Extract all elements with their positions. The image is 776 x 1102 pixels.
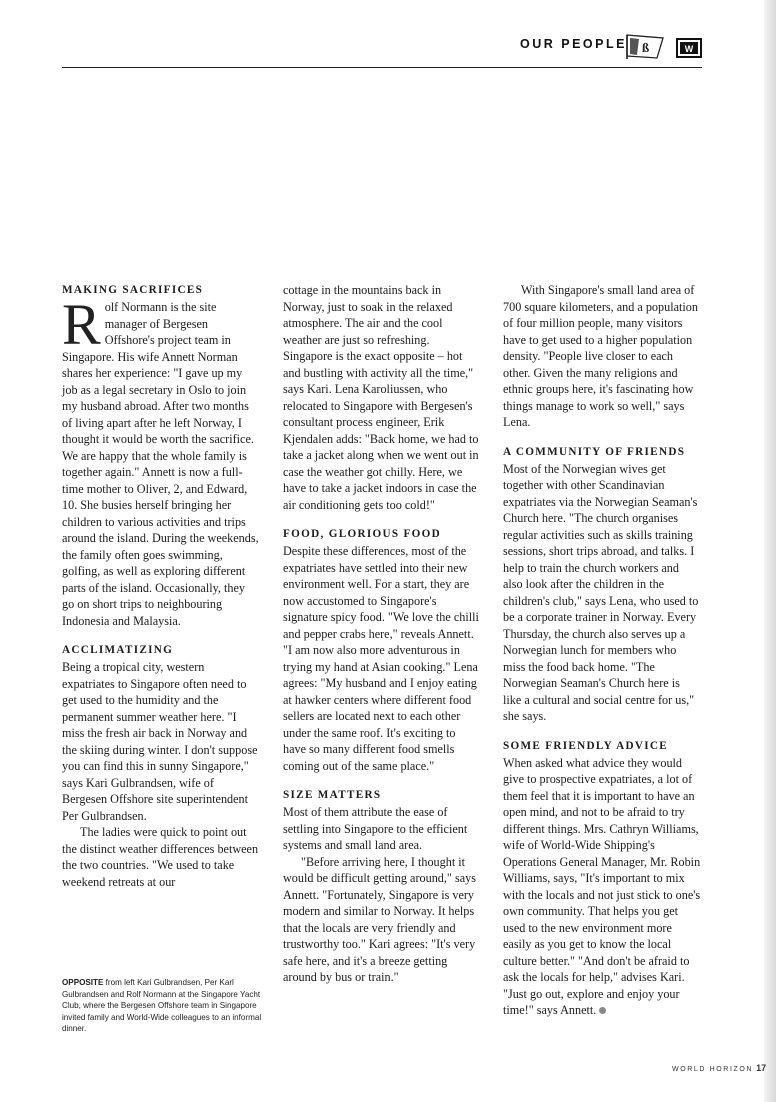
heading-acclimatizing: ACCLIMATIZING bbox=[62, 644, 174, 656]
caption-text: from left Kari Gulbrandsen, Per Karl Gulbrandsen and Rolf Normann at the Singapore Yacht Club, where the Bergesen Offshore team in Singapore invited family and World-Wide colleagues to an informal dinner. bbox=[62, 978, 262, 1033]
photo-caption bbox=[62, 977, 262, 1035]
box-logo-icon bbox=[676, 38, 702, 58]
paragraph-size-1: Most of them attribute the ease of settling into Singapore to the efficient systems and small land area. bbox=[283, 805, 468, 852]
paragraph-size-2: "Before arriving here, I thought it would be difficult getting around," says Annett. "Fortunately, Singapore is very modern and similar to Norway. It helps that the locals are very friendly and trustworthy too." Kari agrees: "It's very safe here, and it's a breeze getting around by bus or train." bbox=[283, 854, 476, 984]
section-label: OUR PEOPLE bbox=[520, 37, 627, 51]
box-logo-glyph: W bbox=[684, 44, 694, 54]
heading-size-matters: SIZE MATTERS bbox=[283, 789, 382, 801]
page-edge-shadow bbox=[764, 0, 776, 1102]
column-2 bbox=[283, 282, 481, 986]
paragraph-cottage: cottage in the mountains back in Norway, just to soak in the relaxed atmosphere. The air and the cool weather are just so refreshing. Singapore is the exact opposite – hot and bustling with activity all the time," says Kari. Lena Karoliussen, who relocated to Singapore with Bergesen's consultant process engineer, Erik Kjendalen adds: "Back home, we had to take a jacket along when we went out in case the weather got chilly. Here, we have to take a jacket indoors in case the air conditioning gets too cold!" bbox=[283, 283, 479, 512]
caption-lead: OPPOSITE bbox=[62, 978, 104, 987]
flag-logo-glyph: ß bbox=[642, 40, 650, 55]
heading-friendly-advice: SOME FRIENDLY ADVICE bbox=[503, 739, 669, 752]
paragraph-advice bbox=[503, 755, 701, 1019]
heading-food-glorious-food: FOOD, GLORIOUS FOOD bbox=[283, 528, 442, 540]
page-number: 17 bbox=[756, 1063, 767, 1073]
paragraph-land-area: With Singapore's small land area of 700 square kilometers, and a population of four million people, many visitors have to get used to a higher population density. "People live closer to each other. Given the many religions and ethnic groups here, it's fascinating how things manage to work so well," says Lena. bbox=[503, 283, 698, 429]
header-rule bbox=[62, 67, 702, 68]
paragraph-acclimatizing-2: The ladies were quick to point out the distinct weather differences between the two countries. "We used to take weekend retreats at our bbox=[62, 825, 259, 889]
column-3 bbox=[503, 282, 701, 1019]
paragraph-making-sacrifices bbox=[62, 292, 260, 629]
publication-name: WORLD HORIZON bbox=[672, 1066, 754, 1073]
paragraph-making-sacrifices-text: olf Normann is the site manager of Bergesen Offshore's project team in Singapore. His wife Annett Norman shares her experience: "I gave up my job as a legal secretary in Oslo to join my husband abroad. After two months of living apart after he left Norway, I thought it would be worth the sacrifice. We are happy that the whole family is together again." Annett is now a full-time mother to Oliver, 2, and Edward, 10. She busies herself bringing her children to various activities and trips around the island. During the weekends, the family often goes swimming, golfing, as well as exploring different parts of the island. Occasionally, they go on short trips to neighbouring Indonesia and Malaysia. bbox=[62, 300, 259, 628]
flag-logo-icon bbox=[626, 34, 664, 60]
paragraph-acclimatizing-1: Being a tropical city, western expatriates to Singapore often need to get used to the humidity and the permanent summer weather here. "I miss the fresh air back in Norway and the skiing during winter. I don't suppose you can find this in sunny Singapore," says Kari Gulbrandsen, wife of Bergesen Offshore site superintendent Per Gulbrandsen. bbox=[62, 660, 258, 823]
paragraph-community: Most of the Norwegian wives get together with other Scandinavian expatriates via the Norwegian Seaman's Church here. "The church organises regular activities such as skills training sessions, short trips abroad, and talks. I help to train the church workers and also look after the children in the children's club," says Lena, who used to be a corporate trainer in Norway. Every Thursday, the church also serves up a Norwegian lunch for members who miss the food back home. "The Norwegian Seaman's Church here is like a cultural and social centre for us," she says. bbox=[503, 461, 699, 723]
drop-cap: R bbox=[62, 292, 101, 357]
paragraph-food: Despite these differences, most of the expatriates have settled into their new environment well. For a start, they are now accustomed to Singapore's signature spicy food. "We love the chilli and pepper crabs here," reveals Annett. "I am now also more adventurous in trying my hand at Asian cooking." Lena agrees: "My husband and I enjoy eating at hawker centers where different food sellers are located next to each other under the same roof. It's exciting to have so many different food smells coming out of the same place." bbox=[283, 544, 479, 773]
page-folio bbox=[672, 1063, 766, 1073]
heading-community-of-friends: A COMMUNITY OF FRIENDS bbox=[503, 445, 686, 458]
end-mark-icon bbox=[599, 1007, 606, 1014]
heading-making-sacrifices: MAKING SACRIFICES bbox=[62, 284, 204, 296]
paragraph-advice-text: When asked what advice they would give to prospective expatriates, a lot of them feel that it is important to have an open mind, and not to be afraid to try different things. Mrs. Cathryn Williams, wife of World-Wide Shipping's Operations General Manager, Mr. Robin Williams, says, "It's important to mix with the locals and not just stick to one's own community. That helps you get used to the new environment more easily as you get to know the local culture better." "And don't be afraid to ask the locals for help," advises Kari. "Just go out, explore and enjoy your time!" says Annett. bbox=[503, 755, 701, 1017]
column-1 bbox=[62, 282, 260, 890]
